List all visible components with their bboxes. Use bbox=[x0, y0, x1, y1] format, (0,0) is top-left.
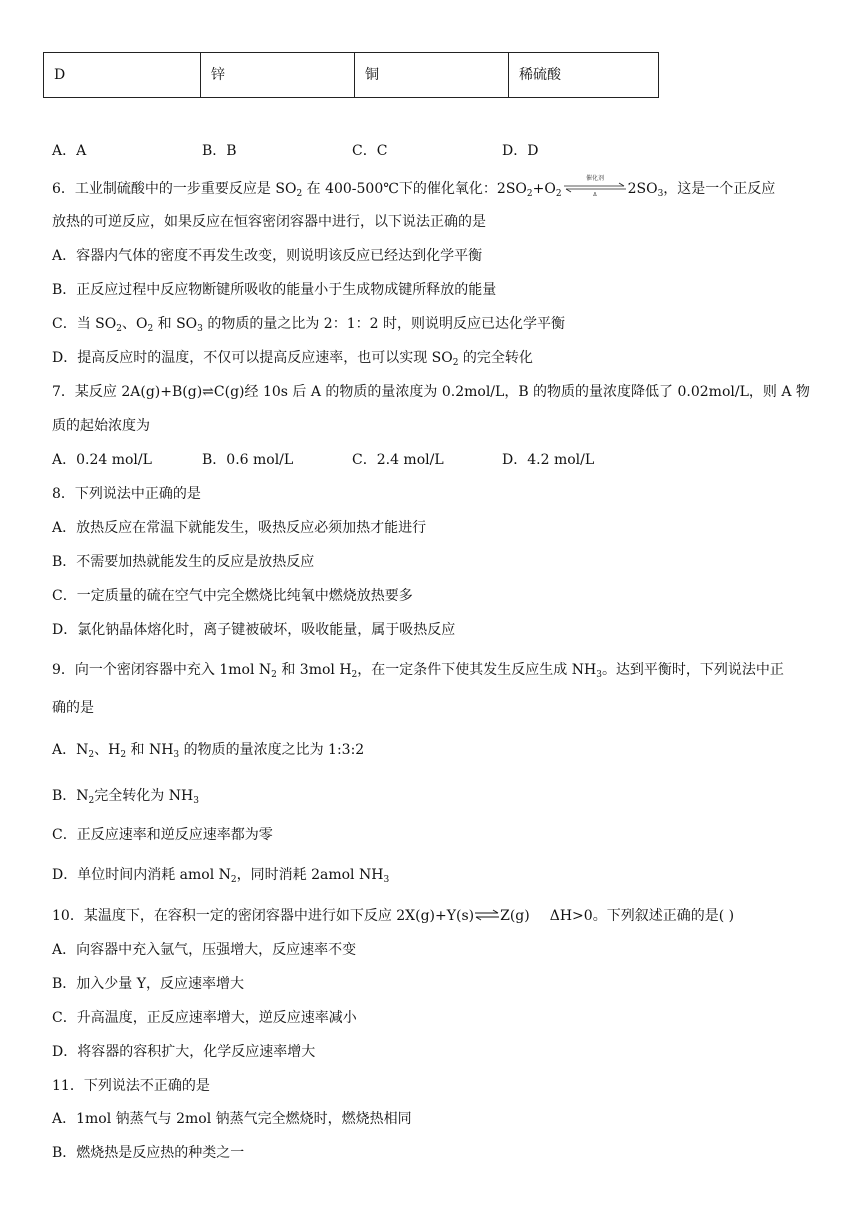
q7-option-b: B．0.6 mol/L bbox=[202, 452, 294, 468]
q9-stem-line1: 9．向一个密闭容器中充入 1mol $N_2$ 和 3mol $H_2$，在一定条件下使其发生反应生成 $NH_3$。达到平衡时，下列说法中正 bbox=[52, 662, 784, 680]
table-row bbox=[44, 53, 659, 98]
q7-option-a: A．0.24 mol/L bbox=[52, 452, 152, 468]
q6-option-c: C．当 $SO_2$、$O_2$ 和 $SO_3$ 的物质的量之比为 2：1：2 时，则说明反应已达化学平衡 bbox=[52, 316, 565, 334]
q5-option-a: A．A bbox=[52, 143, 87, 159]
q6-option-b: B．正反应过程中反应物断键所吸收的能量小于生成物成键所释放的能量 bbox=[52, 282, 497, 298]
equilibrium-arrow-icon bbox=[564, 175, 626, 198]
q9-stem-line2: 确的是 bbox=[52, 700, 94, 716]
q5-option-b: B．B bbox=[202, 143, 237, 159]
q10-option-b: B．加入少量 Y，反应速率增大 bbox=[52, 976, 244, 992]
q10-option-c: C．升高温度，正反应速率增大，逆反应速率减小 bbox=[52, 1010, 357, 1026]
table-cell: 锌 bbox=[201, 53, 355, 98]
q9-option-d: D．单位时间内消耗 amol $N_2$，同时消耗 2amol $NH_3$ bbox=[52, 867, 390, 885]
heat-label: Δ bbox=[592, 192, 597, 198]
q7-option-c: C．2.4 mol/L bbox=[352, 452, 444, 468]
q8-stem: 8．下列说法中正确的是 bbox=[52, 486, 201, 502]
reversible-arrow-icon bbox=[474, 909, 500, 921]
q11-option-b: B．燃烧热是反应热的种类之一 bbox=[52, 1145, 245, 1161]
q6-stem-line2: 放热的可逆反应，如果反应在恒容密闭容器中进行，以下说法正确的是 bbox=[52, 214, 486, 230]
q11-stem: 11．下列说法不正确的是 bbox=[52, 1078, 210, 1094]
q11-option-a: A．1mol 钠蒸气与 2mol 钠蒸气完全燃烧时，燃烧热相同 bbox=[52, 1111, 412, 1127]
q5-option-d: D．D bbox=[502, 143, 539, 159]
q8-option-d: D．氯化钠晶体熔化时，离子键被破坏，吸收能量，属于吸热反应 bbox=[52, 622, 456, 638]
q6-option-a: A．容器内气体的密度不再发生改变，则说明该反应已经达到化学平衡 bbox=[52, 248, 483, 264]
q10-option-a: A．向容器中充入氩气，压强增大，反应速率不变 bbox=[52, 942, 357, 958]
table-cell: D bbox=[44, 53, 201, 98]
q5-option-c: C．C bbox=[352, 143, 388, 159]
catalyst-label: 催化剂 bbox=[585, 175, 604, 182]
answer-table bbox=[43, 52, 659, 98]
q10-stem: 10．某温度下，在容积一定的密闭容器中进行如下反应 2X(g)+Y(s) Z(g) ΔH>0。下列叙述正确的是( ) bbox=[52, 908, 735, 924]
q7-stem-line1: 7．某反应 2A(g)+B(g)⇌C(g)经 10s 后 A 的物质的量浓度为 0.2mol/L，B 的物质的量浓度降低了 0.02mol/L，则 A 物 bbox=[52, 384, 810, 400]
q9-option-b: B．$N_2$完全转化为 $NH_3$ bbox=[52, 788, 199, 806]
q6-stem-line1: 6．工业制硫酸中的一步重要反应是 $SO_2$ 在 400-500℃下的催化氧化：$2SO_2+O_2$ 催化剂 Δ $2SO_3$，这是一个正反应 bbox=[52, 175, 776, 199]
table-cell: 稀硫酸 bbox=[509, 53, 659, 98]
q10-option-d: D．将容器的容积扩大，化学反应速率增大 bbox=[52, 1044, 316, 1060]
q7-option-d: D．4.2 mol/L bbox=[502, 452, 595, 468]
q9-option-a: A．$N_2$、$H_2$ 和 $NH_3$ 的物质的量浓度之比为 1:3:2 bbox=[52, 742, 365, 760]
q6-option-d: D．提高反应时的温度，不仅可以提高反应速率，也可以实现 $SO_2$ 的完全转化 bbox=[52, 350, 533, 368]
table-cell: 铜 bbox=[355, 53, 509, 98]
q8-option-c: C．一定质量的硫在空气中完全燃烧比纯氧中燃烧放热要多 bbox=[52, 588, 413, 604]
q7-stem-line2: 质的起始浓度为 bbox=[52, 418, 150, 434]
q8-option-b: B．不需要加热就能发生的反应是放热反应 bbox=[52, 554, 315, 570]
q9-option-c: C．正反应速率和逆反应速率都为零 bbox=[52, 827, 273, 843]
q8-option-a: A．放热反应在常温下就能发生，吸热反应必须加热才能进行 bbox=[52, 520, 427, 536]
